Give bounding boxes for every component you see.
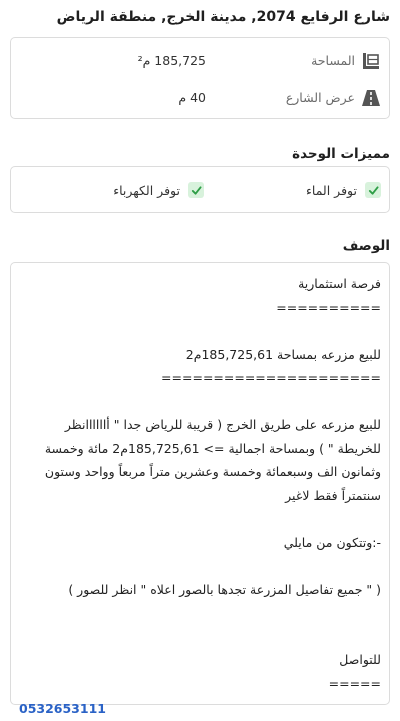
description-card (10, 262, 390, 705)
description-line: ===== (19, 672, 381, 696)
spec-label: المساحة (311, 49, 355, 73)
description-title: الوصف (343, 236, 390, 256)
feature-label: توفر الكهرباء (113, 183, 180, 198)
description-line (19, 507, 381, 531)
description-line (19, 319, 381, 343)
spec-row-area (11, 49, 389, 73)
description-line: فرصة استثمارية (19, 272, 381, 296)
description-line: ( " جميع تفاصيل المزرعة تجدها بالصور اعلاه " انظر للصور ) (19, 578, 381, 602)
description-line: للبيع مزرعه على طريق الخرج ( قريبة للرياض جدا " أاااااانظر للخريطة " ) وبمساحة اجمالية => 185,725,61م2 مائة وخمسة وثمانون الف وسبعمائة وخمسة وعشرين متراً مربعاً وواحد وستون سنتمتراً فقط لاغير (19, 413, 381, 507)
description-body (19, 272, 381, 721)
description-line (19, 601, 381, 625)
features-title: مميزات الوحدة (292, 144, 390, 164)
spec-value: 40 م (178, 86, 206, 110)
description-line: للبيع مزرعه بمساحة 185,725,61م2 (19, 343, 381, 367)
description-line (19, 554, 381, 578)
description-line: -:وتتكون من مايلي (19, 531, 381, 555)
check-icon (188, 182, 204, 198)
road-icon (361, 88, 381, 108)
property-address: شارع الرفايع 2074, مدينة الخرج, منطقة الرياض (10, 6, 390, 28)
feature-water (306, 179, 381, 201)
description-line: ========== (19, 296, 381, 320)
description-line (19, 390, 381, 414)
spec-row-street-width (11, 86, 389, 110)
specs-card (10, 37, 390, 119)
feature-electricity (113, 179, 204, 201)
check-icon (365, 182, 381, 198)
area-icon (361, 51, 381, 71)
spec-label: عرض الشارع (286, 86, 355, 110)
phone-link[interactable]: 0532653111 (19, 697, 381, 721)
description-line (19, 625, 381, 649)
spec-value: 185,725 م² (138, 49, 206, 73)
feature-label: توفر الماء (306, 183, 357, 198)
features-card (10, 166, 390, 213)
description-line: للتواصل (19, 648, 381, 672)
description-line: ===================== (19, 366, 381, 390)
